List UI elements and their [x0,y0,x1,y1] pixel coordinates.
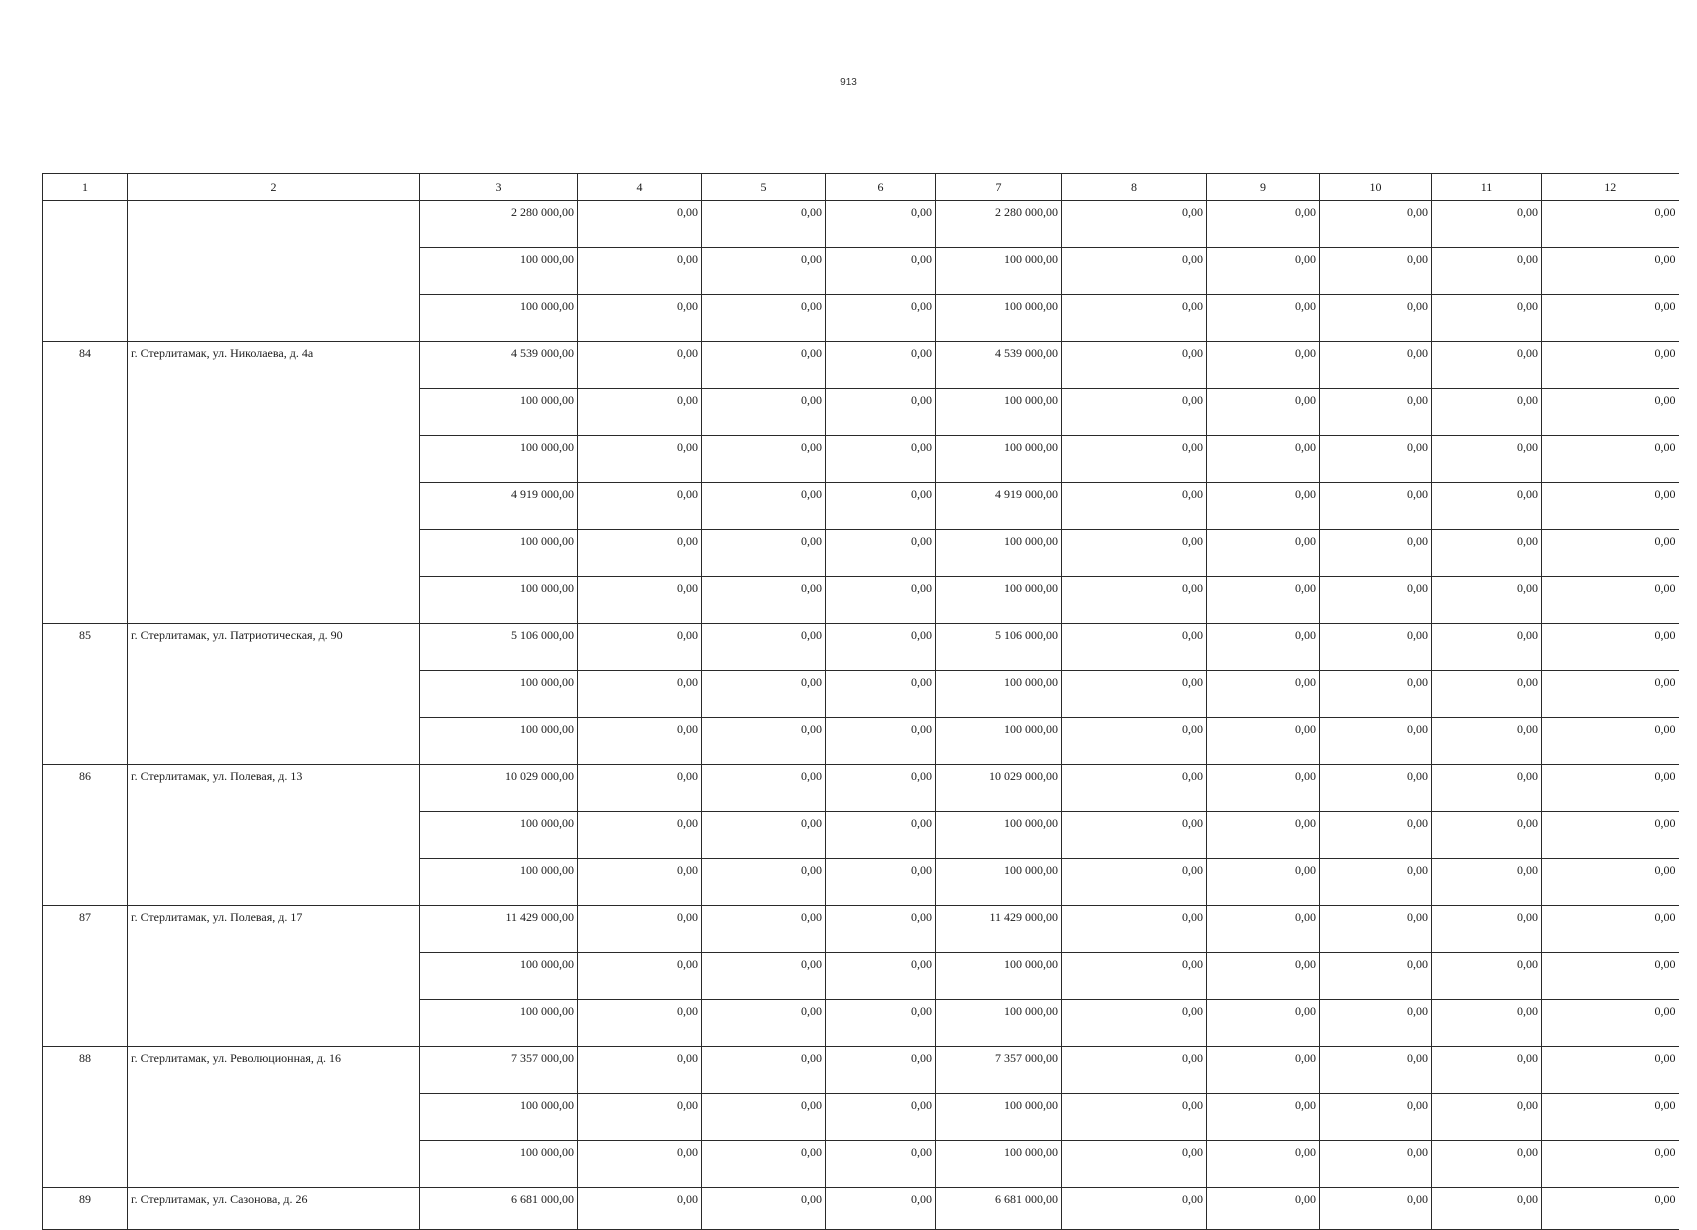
amount-cell-col-4: 0,00 [578,671,702,718]
amount-cell-col-11: 0,00 [1432,436,1542,483]
amount-cell-col-8: 0,00 [1062,953,1207,1000]
amount-cell-col-11: 0,00 [1432,953,1542,1000]
column-header-7: 7 [936,174,1062,201]
amount-cell-col-9: 0,00 [1207,389,1320,436]
amount-cell-col-4: 0,00 [578,765,702,812]
amount-cell-col-9: 0,00 [1207,906,1320,953]
amount-cell-col-11: 0,00 [1432,342,1542,389]
amount-cell-col-3: 100 000,00 [420,1094,578,1141]
amount-cell-col-8: 0,00 [1062,483,1207,530]
amount-cell-col-12: 0,00 [1542,201,1679,248]
column-header-12: 12 [1542,174,1679,201]
amount-cell-col-5: 0,00 [702,1000,826,1047]
amount-cell-col-4: 0,00 [578,1094,702,1141]
amount-cell-col-8: 0,00 [1062,436,1207,483]
amount-cell-col-5: 0,00 [702,1047,826,1094]
amount-cell-col-12: 0,00 [1542,1094,1679,1141]
amount-cell-col-6: 0,00 [826,342,936,389]
page-number: 913 [840,77,857,88]
amount-cell-col-8: 0,00 [1062,812,1207,859]
amount-cell-col-4: 0,00 [578,295,702,342]
amount-cell-col-8: 0,00 [1062,201,1207,248]
amount-cell-col-5: 0,00 [702,530,826,577]
table-row [43,1047,1679,1094]
address-cell: г. Стерлитамак, ул. Николаева, д. 4а [128,342,420,624]
amount-cell-col-6: 0,00 [826,295,936,342]
column-header-8: 8 [1062,174,1207,201]
amount-cell-col-12: 0,00 [1542,812,1679,859]
amount-cell-col-8: 0,00 [1062,530,1207,577]
amount-cell-col-5: 0,00 [702,1094,826,1141]
table-row [43,624,1679,671]
amount-cell-col-3: 100 000,00 [420,436,578,483]
amount-cell-col-10: 0,00 [1320,1188,1432,1230]
amount-cell-col-8: 0,00 [1062,624,1207,671]
amount-cell-col-9: 0,00 [1207,953,1320,1000]
amount-cell-col-4: 0,00 [578,577,702,624]
amount-cell-col-11: 0,00 [1432,577,1542,624]
amount-cell-col-11: 0,00 [1432,530,1542,577]
amount-cell-col-9: 0,00 [1207,342,1320,389]
amount-cell-col-6: 0,00 [826,201,936,248]
amount-cell-col-4: 0,00 [578,906,702,953]
amount-cell-col-7: 100 000,00 [936,577,1062,624]
amount-cell-col-7: 100 000,00 [936,530,1062,577]
amount-cell-col-11: 0,00 [1432,718,1542,765]
amount-cell-col-7: 100 000,00 [936,859,1062,906]
amount-cell-col-7: 100 000,00 [936,1141,1062,1188]
amount-cell-col-3: 6 681 000,00 [420,1188,578,1230]
amount-cell-col-9: 0,00 [1207,718,1320,765]
amount-cell-col-5: 0,00 [702,483,826,530]
amount-cell-col-6: 0,00 [826,812,936,859]
amount-cell-col-12: 0,00 [1542,1000,1679,1047]
amount-cell-col-4: 0,00 [578,201,702,248]
table-header [43,174,1679,201]
amount-cell-col-12: 0,00 [1542,295,1679,342]
amount-cell-col-6: 0,00 [826,1141,936,1188]
amount-cell-col-6: 0,00 [826,906,936,953]
amount-cell-col-7: 100 000,00 [936,436,1062,483]
amount-cell-col-4: 0,00 [578,530,702,577]
amount-cell-col-6: 0,00 [826,483,936,530]
amount-cell-col-10: 0,00 [1320,1141,1432,1188]
amount-cell-col-12: 0,00 [1542,953,1679,1000]
amount-cell-col-12: 0,00 [1542,389,1679,436]
amount-cell-col-11: 0,00 [1432,201,1542,248]
amount-cell-col-9: 0,00 [1207,1094,1320,1141]
amount-cell-col-10: 0,00 [1320,389,1432,436]
amount-cell-col-9: 0,00 [1207,530,1320,577]
amount-cell-col-3: 100 000,00 [420,1000,578,1047]
column-header-1: 1 [43,174,128,201]
amount-cell-col-5: 0,00 [702,624,826,671]
column-header-9: 9 [1207,174,1320,201]
amount-cell-col-8: 0,00 [1062,718,1207,765]
header-row [43,174,1679,201]
table-row [43,201,1679,248]
table-row [43,765,1679,812]
address-cell: г. Стерлитамак, ул. Полевая, д. 17 [128,906,420,1047]
amount-cell-col-8: 0,00 [1062,577,1207,624]
amount-cell-col-8: 0,00 [1062,1188,1207,1230]
amount-cell-col-6: 0,00 [826,765,936,812]
amount-cell-col-4: 0,00 [578,953,702,1000]
amount-cell-col-10: 0,00 [1320,718,1432,765]
amount-cell-col-8: 0,00 [1062,859,1207,906]
amount-cell-col-8: 0,00 [1062,1047,1207,1094]
amount-cell-col-5: 0,00 [702,248,826,295]
amount-cell-col-12: 0,00 [1542,248,1679,295]
amount-cell-col-4: 0,00 [578,389,702,436]
amount-cell-col-3: 100 000,00 [420,389,578,436]
row-number: 88 [43,1047,128,1188]
amount-cell-col-10: 0,00 [1320,295,1432,342]
amount-cell-col-3: 100 000,00 [420,248,578,295]
amount-cell-col-8: 0,00 [1062,765,1207,812]
amount-cell-col-7: 6 681 000,00 [936,1188,1062,1230]
amount-cell-col-12: 0,00 [1542,483,1679,530]
amount-cell-col-8: 0,00 [1062,1000,1207,1047]
amount-cell-col-9: 0,00 [1207,812,1320,859]
amount-cell-col-6: 0,00 [826,718,936,765]
amount-cell-col-12: 0,00 [1542,1141,1679,1188]
amount-cell-col-7: 100 000,00 [936,1000,1062,1047]
amount-cell-col-7: 100 000,00 [936,389,1062,436]
amount-cell-col-3: 100 000,00 [420,530,578,577]
amount-cell-col-12: 0,00 [1542,436,1679,483]
amount-cell-col-10: 0,00 [1320,906,1432,953]
amount-cell-col-11: 0,00 [1432,248,1542,295]
amount-cell-col-9: 0,00 [1207,201,1320,248]
amount-cell-col-4: 0,00 [578,342,702,389]
amount-cell-col-12: 0,00 [1542,1188,1679,1230]
amount-cell-col-5: 0,00 [702,765,826,812]
amount-cell-col-10: 0,00 [1320,436,1432,483]
address-cell: г. Стерлитамак, ул. Сазонова, д. 26 [128,1188,420,1230]
amount-cell-col-3: 100 000,00 [420,812,578,859]
amount-cell-col-5: 0,00 [702,1188,826,1230]
amount-cell-col-10: 0,00 [1320,624,1432,671]
amount-cell-col-7: 100 000,00 [936,1094,1062,1141]
amount-cell-col-8: 0,00 [1062,248,1207,295]
amount-cell-col-6: 0,00 [826,577,936,624]
amount-cell-col-5: 0,00 [702,295,826,342]
amount-cell-col-12: 0,00 [1542,671,1679,718]
amount-cell-col-6: 0,00 [826,389,936,436]
amount-cell-col-6: 0,00 [826,248,936,295]
amount-cell-col-12: 0,00 [1542,1047,1679,1094]
amount-cell-col-6: 0,00 [826,1047,936,1094]
column-header-10: 10 [1320,174,1432,201]
amount-cell-col-5: 0,00 [702,906,826,953]
column-header-3: 3 [420,174,578,201]
amount-cell-col-3: 100 000,00 [420,1141,578,1188]
amount-cell-col-6: 0,00 [826,859,936,906]
table-body [43,201,1679,1230]
amount-cell-col-12: 0,00 [1542,718,1679,765]
amount-cell-col-12: 0,00 [1542,859,1679,906]
amount-cell-col-5: 0,00 [702,953,826,1000]
amount-cell-col-11: 0,00 [1432,812,1542,859]
address-cell [128,201,420,342]
amount-cell-col-5: 0,00 [702,389,826,436]
amount-cell-col-5: 0,00 [702,671,826,718]
table-row [43,342,1679,389]
amount-cell-col-7: 100 000,00 [936,812,1062,859]
amount-cell-col-5: 0,00 [702,718,826,765]
amount-cell-col-9: 0,00 [1207,295,1320,342]
amount-cell-col-12: 0,00 [1542,765,1679,812]
amount-cell-col-10: 0,00 [1320,530,1432,577]
amount-cell-col-6: 0,00 [826,436,936,483]
column-header-4: 4 [578,174,702,201]
amount-cell-col-11: 0,00 [1432,1094,1542,1141]
amount-cell-col-7: 11 429 000,00 [936,906,1062,953]
amount-cell-col-8: 0,00 [1062,1141,1207,1188]
row-number [43,201,128,342]
amount-cell-col-7: 100 000,00 [936,718,1062,765]
amount-cell-col-8: 0,00 [1062,389,1207,436]
amount-cell-col-12: 0,00 [1542,577,1679,624]
amount-cell-col-8: 0,00 [1062,342,1207,389]
amount-cell-col-3: 10 029 000,00 [420,765,578,812]
amount-cell-col-3: 2 280 000,00 [420,201,578,248]
amount-cell-col-4: 0,00 [578,248,702,295]
amount-cell-col-3: 100 000,00 [420,953,578,1000]
row-number: 86 [43,765,128,906]
amount-cell-col-8: 0,00 [1062,295,1207,342]
amount-cell-col-5: 0,00 [702,342,826,389]
amount-cell-col-6: 0,00 [826,530,936,577]
amount-cell-col-9: 0,00 [1207,1188,1320,1230]
amount-cell-col-7: 4 919 000,00 [936,483,1062,530]
amount-cell-col-5: 0,00 [702,436,826,483]
amount-cell-col-10: 0,00 [1320,859,1432,906]
amount-cell-col-9: 0,00 [1207,436,1320,483]
amount-cell-col-10: 0,00 [1320,248,1432,295]
row-number: 84 [43,342,128,624]
amount-cell-col-10: 0,00 [1320,671,1432,718]
amount-cell-col-11: 0,00 [1432,295,1542,342]
row-number: 87 [43,906,128,1047]
amount-cell-col-4: 0,00 [578,1000,702,1047]
amount-cell-col-9: 0,00 [1207,671,1320,718]
amount-cell-col-3: 4 539 000,00 [420,342,578,389]
amount-cell-col-10: 0,00 [1320,953,1432,1000]
address-cell: г. Стерлитамак, ул. Революционная, д. 16 [128,1047,420,1188]
amount-cell-col-8: 0,00 [1062,1094,1207,1141]
amount-cell-col-6: 0,00 [826,1094,936,1141]
amount-cell-col-10: 0,00 [1320,577,1432,624]
amount-cell-col-9: 0,00 [1207,624,1320,671]
amount-cell-col-11: 0,00 [1432,483,1542,530]
amount-cell-col-5: 0,00 [702,1141,826,1188]
amount-cell-col-7: 5 106 000,00 [936,624,1062,671]
amount-cell-col-4: 0,00 [578,1188,702,1230]
amount-cell-col-11: 0,00 [1432,765,1542,812]
amount-cell-col-9: 0,00 [1207,577,1320,624]
amount-cell-col-11: 0,00 [1432,1141,1542,1188]
amount-cell-col-5: 0,00 [702,812,826,859]
amount-cell-col-6: 0,00 [826,624,936,671]
amount-cell-col-10: 0,00 [1320,342,1432,389]
amount-cell-col-11: 0,00 [1432,859,1542,906]
amount-cell-col-5: 0,00 [702,577,826,624]
amount-cell-col-8: 0,00 [1062,671,1207,718]
amount-cell-col-10: 0,00 [1320,201,1432,248]
address-cell: г. Стерлитамак, ул. Патриотическая, д. 90 [128,624,420,765]
amount-cell-col-4: 0,00 [578,859,702,906]
column-header-5: 5 [702,174,826,201]
amount-cell-col-11: 0,00 [1432,671,1542,718]
amount-cell-col-11: 0,00 [1432,389,1542,436]
amount-cell-col-6: 0,00 [826,1000,936,1047]
amount-cell-col-4: 0,00 [578,1047,702,1094]
amount-cell-col-4: 0,00 [578,483,702,530]
amount-cell-col-10: 0,00 [1320,1000,1432,1047]
amount-cell-col-12: 0,00 [1542,624,1679,671]
amount-cell-col-4: 0,00 [578,436,702,483]
amount-cell-col-4: 0,00 [578,1141,702,1188]
amount-cell-col-12: 0,00 [1542,342,1679,389]
amount-cell-col-9: 0,00 [1207,859,1320,906]
column-header-2: 2 [128,174,420,201]
amount-cell-col-7: 100 000,00 [936,295,1062,342]
budget-table [42,173,1679,1230]
amount-cell-col-11: 0,00 [1432,1000,1542,1047]
amount-cell-col-7: 7 357 000,00 [936,1047,1062,1094]
amount-cell-col-3: 100 000,00 [420,295,578,342]
amount-cell-col-6: 0,00 [826,953,936,1000]
amount-cell-col-5: 0,00 [702,859,826,906]
amount-cell-col-9: 0,00 [1207,1047,1320,1094]
table-row [43,906,1679,953]
amount-cell-col-7: 4 539 000,00 [936,342,1062,389]
amount-cell-col-9: 0,00 [1207,1000,1320,1047]
amount-cell-col-3: 100 000,00 [420,671,578,718]
amount-cell-col-9: 0,00 [1207,483,1320,530]
amount-cell-col-10: 0,00 [1320,483,1432,530]
amount-cell-col-4: 0,00 [578,718,702,765]
column-header-11: 11 [1432,174,1542,201]
amount-cell-col-7: 10 029 000,00 [936,765,1062,812]
amount-cell-col-11: 0,00 [1432,906,1542,953]
row-number: 85 [43,624,128,765]
amount-cell-col-9: 0,00 [1207,765,1320,812]
amount-cell-col-7: 2 280 000,00 [936,201,1062,248]
amount-cell-col-3: 7 357 000,00 [420,1047,578,1094]
amount-cell-col-3: 100 000,00 [420,859,578,906]
address-cell: г. Стерлитамак, ул. Полевая, д. 13 [128,765,420,906]
amount-cell-col-11: 0,00 [1432,624,1542,671]
amount-cell-col-4: 0,00 [578,624,702,671]
amount-cell-col-7: 100 000,00 [936,248,1062,295]
amount-cell-col-10: 0,00 [1320,765,1432,812]
amount-cell-col-5: 0,00 [702,201,826,248]
table-row [43,1188,1679,1230]
amount-cell-col-10: 0,00 [1320,812,1432,859]
amount-cell-col-11: 0,00 [1432,1188,1542,1230]
amount-cell-col-3: 4 919 000,00 [420,483,578,530]
amount-cell-col-3: 100 000,00 [420,577,578,624]
amount-cell-col-3: 5 106 000,00 [420,624,578,671]
amount-cell-col-12: 0,00 [1542,530,1679,577]
column-header-6: 6 [826,174,936,201]
amount-cell-col-12: 0,00 [1542,906,1679,953]
amount-cell-col-8: 0,00 [1062,906,1207,953]
amount-cell-col-10: 0,00 [1320,1094,1432,1141]
amount-cell-col-10: 0,00 [1320,1047,1432,1094]
amount-cell-col-3: 11 429 000,00 [420,906,578,953]
amount-cell-col-9: 0,00 [1207,1141,1320,1188]
amount-cell-col-7: 100 000,00 [936,953,1062,1000]
amount-cell-col-11: 0,00 [1432,1047,1542,1094]
amount-cell-col-6: 0,00 [826,671,936,718]
amount-cell-col-7: 100 000,00 [936,671,1062,718]
row-number: 89 [43,1188,128,1230]
amount-cell-col-9: 0,00 [1207,248,1320,295]
amount-cell-col-3: 100 000,00 [420,718,578,765]
amount-cell-col-4: 0,00 [578,812,702,859]
amount-cell-col-6: 0,00 [826,1188,936,1230]
